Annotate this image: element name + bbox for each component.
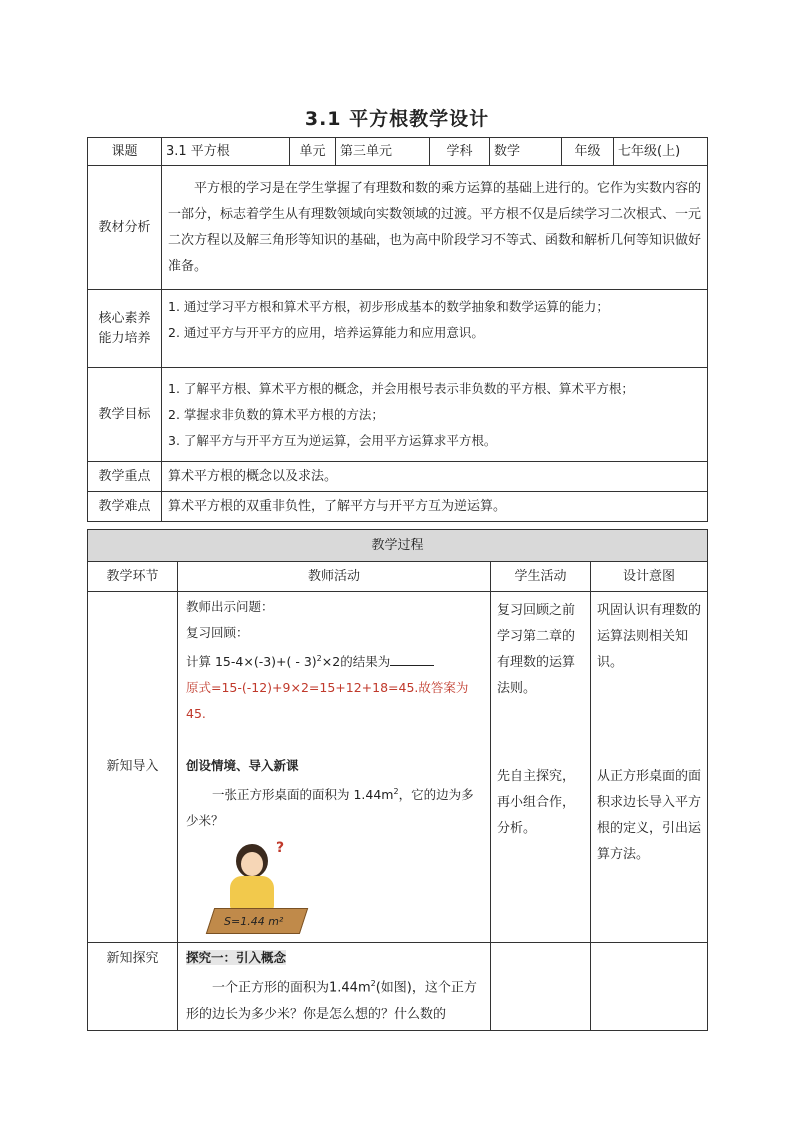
subject-value: 数学 [490, 138, 562, 166]
intro-heading: 创设情境、导入新课 [186, 758, 299, 774]
course-value: 3.1 平方根 [162, 138, 290, 166]
answer-blank [390, 653, 434, 666]
intent-explore [591, 943, 708, 1030]
label-key-point: 教学重点 [88, 462, 162, 492]
board-label: S=1.44 m² [224, 915, 284, 929]
col-student: 学生活动 [491, 562, 591, 592]
goal-item-3: 3. 了解平方与开平方互为逆运算，会用平方运算求平方根。 [168, 432, 497, 448]
question-mark-icon: ? [276, 840, 285, 857]
student-explore [491, 943, 591, 1030]
label-analysis: 教材分析 [88, 166, 162, 290]
intent-intro-2: 从正方形桌面的面积求边长导入平方根的定义，引出运算方法。 [597, 769, 702, 862]
stage-intro: 新知导入 [88, 592, 178, 943]
label-subject: 学科 [430, 138, 490, 166]
label-literacy-1: 核心素养 [98, 310, 151, 326]
literacy-item-1: 1. 通过学习平方根和算术平方根，初步形成基本的数学抽象和数学运算的能力； [168, 299, 609, 314]
student-intro-2: 先自主探究，再小组合作，分析。 [497, 769, 576, 836]
page-title: 3.1 平方根教学设计 [304, 108, 490, 130]
label-literacy [88, 290, 162, 368]
label-difficulty: 教学难点 [88, 492, 162, 522]
intro-question [186, 779, 482, 834]
explore-post: (如图)，这个正方形的边长为多少米？你是怎么想的？什么数的 [186, 980, 477, 1022]
calc-question [186, 646, 482, 675]
body-shape [230, 876, 274, 910]
label-goals: 教学目标 [88, 368, 162, 462]
goal-item-1: 1. 了解平方根、算术平方根的概念，并会用根号表示非负数的平方根、算术平方根； [168, 380, 634, 396]
col-intent: 设计意图 [591, 562, 708, 592]
stage-explore: 新知探究 [88, 943, 178, 1030]
intent-intro-1: 巩固认识有理数的运算法则相关知识。 [597, 603, 702, 670]
col-teacher: 教师活动 [178, 562, 491, 592]
explore-pre: 一个正方形的面积为1.44m [212, 980, 371, 996]
unit-value: 第三单元 [336, 138, 430, 166]
q-pre: 一张正方形桌面的面积为 1.44m [212, 787, 394, 803]
key-point-text: 算术平方根的概念以及求法。 [162, 462, 708, 492]
goal-item-2: 2. 掌握求非负数的算术平方根的方法； [168, 406, 384, 422]
explore-exp: 2 [370, 979, 376, 989]
grade-value: 七年级(上) [614, 138, 708, 166]
process-table [87, 529, 708, 1031]
label-course: 课题 [88, 138, 162, 166]
teacher-intro-1: 教师出示问题： [186, 599, 274, 614]
explore-heading: 探究一：引入概念 [186, 950, 287, 966]
analysis-text: 平方根的学习是在学生掌握了有理数和数的乘方运算的基础上进行的。它作为实数内容的一部分，标志着学生从有理数领域向实数领域的过渡。平方根不仅是后续学习二次根式、一元二次方程以及解三角形等知识的基础，也为高中阶段学习不等式、函数和解析几何等知识做好准备。 [162, 166, 708, 290]
literacy-item-2: 2. 通过平方与开平方的应用，培养运算能力和应用意识。 [168, 325, 484, 340]
q-exp: 2 [393, 787, 399, 797]
explore-text [186, 971, 482, 1027]
calc-answer: 原式=15-(-12)+9×2=15+12+18=45.故答案为45. [186, 680, 469, 722]
col-stage: 教学环节 [88, 562, 178, 592]
label-unit: 单元 [290, 138, 336, 166]
q-post: ，它的边为多少米？ [186, 787, 474, 829]
girl-table-illustration [206, 840, 316, 940]
process-header: 教学过程 [88, 530, 708, 562]
calc-exp: 2 [316, 654, 322, 663]
calc-post: ×2的结果为 [321, 654, 391, 670]
label-grade: 年级 [562, 138, 614, 166]
student-intro-1: 复习回顾之前学习第二章的有理数的运算法则。 [497, 603, 576, 696]
label-literacy-2: 能力培养 [98, 330, 151, 346]
info-table [87, 137, 708, 522]
difficulty-text: 算术平方根的双重非负性，了解平方与开平方互为逆运算。 [162, 492, 708, 522]
calc-pre: 计算 15-4×(-3)+( - 3) [186, 654, 317, 670]
teacher-intro-2: 复习回顾： [186, 625, 249, 640]
